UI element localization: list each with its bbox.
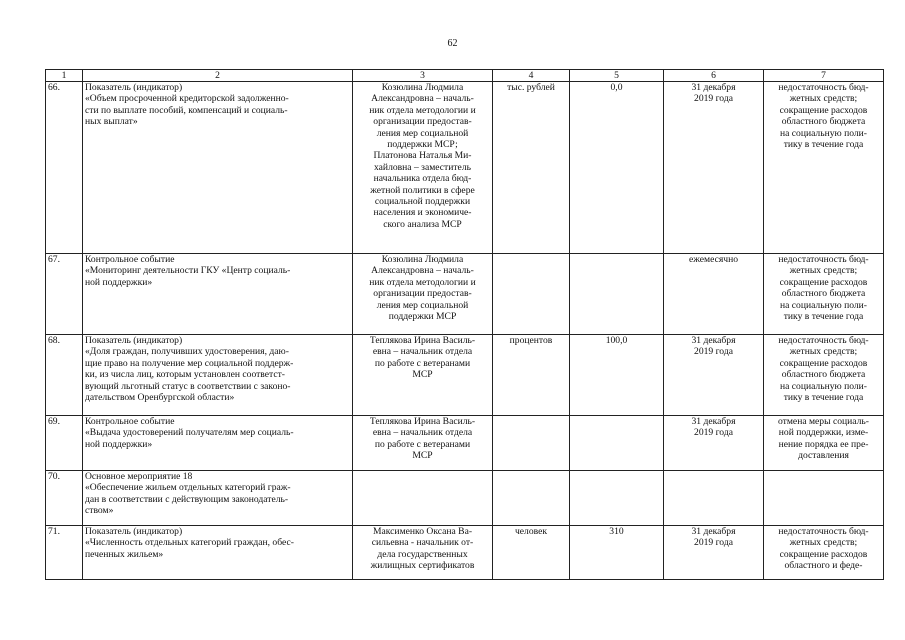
- table-row: [46, 82, 884, 254]
- cell-text-line: сокращение расходов: [779, 548, 868, 560]
- cell-text-line: ления мер социальной: [376, 299, 469, 311]
- column-number: 4: [493, 70, 570, 82]
- cell-text-line: тику в течение года: [783, 139, 864, 151]
- cell-text-line: жетных средств;: [789, 93, 858, 105]
- cell-text-line: процентов: [509, 335, 553, 346]
- risk-cell: [764, 526, 884, 580]
- cell-text-line: начальника отдела бюд-: [373, 173, 472, 185]
- row-number-cell: 71.: [46, 526, 83, 580]
- cell-text-line: организации предостав-: [373, 116, 472, 128]
- cell-text-line: Козюлина Людмила: [381, 254, 464, 265]
- deadline-cell: [664, 254, 764, 335]
- responsible-cell: [353, 335, 493, 416]
- cell-text-line: тику в течение года: [783, 311, 864, 323]
- column-number: 1: [46, 70, 83, 82]
- responsible-cell: [353, 526, 493, 580]
- cell-text-line: «Доля граждан, получивших удостоверения, даю-: [85, 346, 289, 358]
- cell-text-line: областного бюджета: [781, 369, 866, 381]
- cell-text-line: по работе с ветеранами: [374, 438, 471, 450]
- cell-text-line: тыс. рублей: [507, 82, 555, 93]
- cell-text-line: МСР: [412, 450, 433, 462]
- cell-text-line: МСР: [412, 369, 433, 381]
- cell-text-line: 31 декабря: [691, 335, 736, 346]
- value-cell: [570, 471, 664, 526]
- cell-text-line: дан в соответствии с действующим законодатель-: [85, 493, 289, 505]
- cell-text-line: тику в течение года: [783, 392, 864, 404]
- cell-text-line: недостаточность бюд-: [778, 335, 869, 346]
- cell-text-line: сильевна - начальник от-: [371, 537, 474, 549]
- cell-text-line: «Объем просроченной кредиторской задолженно-: [85, 93, 289, 105]
- cell-text-line: сокращение расходов: [779, 104, 868, 116]
- unit-cell: [493, 254, 570, 335]
- cell-text-line: на социальную поли-: [779, 380, 868, 392]
- cell-text-line: Контрольное событие: [85, 254, 175, 265]
- deadline-cell: [664, 471, 764, 526]
- cell-text-line: жетных средств;: [789, 265, 858, 277]
- cell-text-line: отмена меры социаль-: [778, 416, 869, 427]
- table-row: [46, 254, 884, 335]
- row-number-cell: 69.: [46, 416, 83, 471]
- row-number-cell: 70.: [46, 471, 83, 526]
- cell-text-line: сокращение расходов: [779, 276, 868, 288]
- cell-text-line: Козюлина Людмила: [381, 82, 464, 93]
- value-cell: [570, 416, 664, 471]
- cell-text-line: ник отдела методологии и: [369, 276, 476, 288]
- table-row: [46, 471, 884, 526]
- table-row: [46, 416, 884, 471]
- cell-text-line: нение порядка ее пре-: [778, 438, 869, 450]
- cell-text-line: жетных средств;: [789, 537, 858, 549]
- cell-text-line: Максименко Оксана Ва-: [372, 526, 473, 537]
- unit-cell: [493, 526, 570, 580]
- cell-text-line: человек: [514, 526, 548, 537]
- cell-text-line: организации предостав-: [373, 288, 472, 300]
- column-number: 3: [353, 70, 493, 82]
- description-cell: [83, 471, 353, 526]
- row-number-cell: 68.: [46, 335, 83, 416]
- cell-text-line: ных выплат»: [85, 116, 138, 128]
- cell-text-line: хайловна – заместитель: [374, 161, 471, 173]
- table-row: [46, 526, 884, 580]
- risk-cell: [764, 416, 884, 471]
- description-cell: [83, 82, 353, 254]
- cell-text-line: «Мониторинг деятельности ГКУ «Центр социаль-: [85, 265, 291, 277]
- cell-text-line: дела государственных: [377, 548, 468, 560]
- cell-text-line: недостаточность бюд-: [778, 526, 869, 537]
- cell-text-line: ник отдела методологии и: [369, 104, 476, 116]
- cell-text-line: на социальную поли-: [779, 299, 868, 311]
- cell-text-line: ной поддержки, изме-: [778, 427, 869, 439]
- cell-text-line: Теплякова Ирина Василь-: [369, 335, 476, 346]
- cell-text-line: жилищных сертификатов: [370, 560, 475, 572]
- cell-text-line: доставления: [798, 450, 849, 462]
- plan-table: [45, 69, 884, 580]
- column-number: 7: [764, 70, 884, 82]
- unit-cell: [493, 82, 570, 254]
- cell-text-line: ной поддержки»: [85, 438, 153, 450]
- cell-text-line: «Обеспечение жильем отдельных категорий граж-: [85, 482, 291, 494]
- cell-text-line: 2019 года: [694, 537, 733, 549]
- cell-text-line: Платонова Наталья Ми-: [373, 150, 472, 162]
- risk-cell: [764, 335, 884, 416]
- cell-text-line: 100,0: [605, 335, 628, 346]
- cell-text-line: областного бюджета: [781, 116, 866, 128]
- description-cell: [83, 335, 353, 416]
- cell-text-line: евна – начальник отдела: [372, 346, 473, 358]
- unit-cell: [493, 335, 570, 416]
- responsible-cell: [353, 416, 493, 471]
- cell-text-line: областного бюджета: [781, 288, 866, 300]
- cell-text-line: на социальную поли-: [779, 127, 868, 139]
- cell-text-line: ежемесячно: [688, 254, 738, 265]
- cell-text-line: 2019 года: [694, 427, 733, 439]
- responsible-cell: [353, 82, 493, 254]
- cell-text-line: ского анализа МСР: [383, 218, 462, 230]
- description-cell: [83, 416, 353, 471]
- deadline-cell: [664, 526, 764, 580]
- cell-text-line: недостаточность бюд-: [778, 254, 869, 265]
- cell-text-line: 31 декабря: [691, 416, 736, 427]
- cell-text-line: сокращение расходов: [779, 357, 868, 369]
- column-number: 5: [570, 70, 664, 82]
- cell-text-line: Показатель (индикатор): [85, 82, 183, 93]
- cell-text-line: жетных средств;: [789, 346, 858, 358]
- cell-text-line: 310: [609, 526, 624, 537]
- cell-text-line: вующий льготный статус в соответствии с законо-: [85, 380, 291, 392]
- cell-text-line: 2019 года: [694, 93, 733, 105]
- risk-cell: [764, 471, 884, 526]
- risk-cell: [764, 82, 884, 254]
- deadline-cell: [664, 82, 764, 254]
- cell-text-line: поддержки МСР;: [387, 139, 458, 151]
- responsible-cell: [353, 471, 493, 526]
- cell-text-line: социальной поддержки: [374, 196, 471, 208]
- cell-text-line: поддержки МСР: [388, 311, 457, 323]
- cell-text-line: 31 декабря: [691, 82, 736, 93]
- cell-text-line: Александровна – началь-: [371, 93, 474, 105]
- cell-text-line: Показатель (индикатор): [85, 526, 183, 537]
- cell-text-line: евна – начальник отдела: [372, 427, 473, 439]
- cell-text-line: населения и экономиче-: [373, 207, 472, 219]
- cell-text-line: 31 декабря: [691, 526, 736, 537]
- cell-text-line: Теплякова Ирина Василь-: [369, 416, 476, 427]
- cell-text-line: Показатель (индикатор): [85, 335, 183, 346]
- description-cell: [83, 526, 353, 580]
- cell-text-line: Контрольное событие: [85, 416, 175, 427]
- column-number: 2: [83, 70, 353, 82]
- cell-text-line: ной поддержки»: [85, 276, 153, 288]
- cell-text-line: щие право на получение мер социальной поддерж-: [85, 357, 294, 369]
- cell-text-line: недостаточность бюд-: [778, 82, 869, 93]
- cell-text-line: Основное мероприятие 18: [85, 471, 193, 482]
- value-cell: [570, 526, 664, 580]
- cell-text-line: дательством Оренбургской области»: [85, 392, 235, 404]
- cell-text-line: жетной политики в сфере: [370, 184, 475, 196]
- deadline-cell: [664, 416, 764, 471]
- row-number-cell: 66.: [46, 82, 83, 254]
- cell-text-line: печенных жильем»: [85, 548, 164, 560]
- cell-text-line: областного и феде-: [784, 560, 863, 572]
- value-cell: [570, 254, 664, 335]
- unit-cell: [493, 416, 570, 471]
- cell-text-line: 2019 года: [694, 346, 733, 358]
- deadline-cell: [664, 335, 764, 416]
- cell-text-line: Александровна – началь-: [371, 265, 474, 277]
- unit-cell: [493, 471, 570, 526]
- cell-text-line: ством»: [85, 505, 114, 517]
- cell-text-line: сти по выплате пособий, компенсаций и социаль-: [85, 104, 288, 116]
- risk-cell: [764, 254, 884, 335]
- cell-text-line: по работе с ветеранами: [374, 357, 471, 369]
- page-number: 62: [447, 38, 458, 49]
- row-number-cell: 67.: [46, 254, 83, 335]
- value-cell: [570, 82, 664, 254]
- cell-text-line: ки, из числа лиц, которым установлен соответст-: [85, 369, 285, 381]
- cell-text-line: ления мер социальной: [376, 127, 469, 139]
- table-row: [46, 335, 884, 416]
- cell-text-line: «Численность отдельных категорий граждан, обес-: [85, 537, 294, 549]
- column-number-row: [46, 70, 884, 82]
- column-number: 6: [664, 70, 764, 82]
- cell-text-line: «Выдача удостоверений получателям мер социаль-: [85, 427, 294, 439]
- responsible-cell: [353, 254, 493, 335]
- cell-text-line: 0,0: [610, 82, 623, 93]
- description-cell: [83, 254, 353, 335]
- value-cell: [570, 335, 664, 416]
